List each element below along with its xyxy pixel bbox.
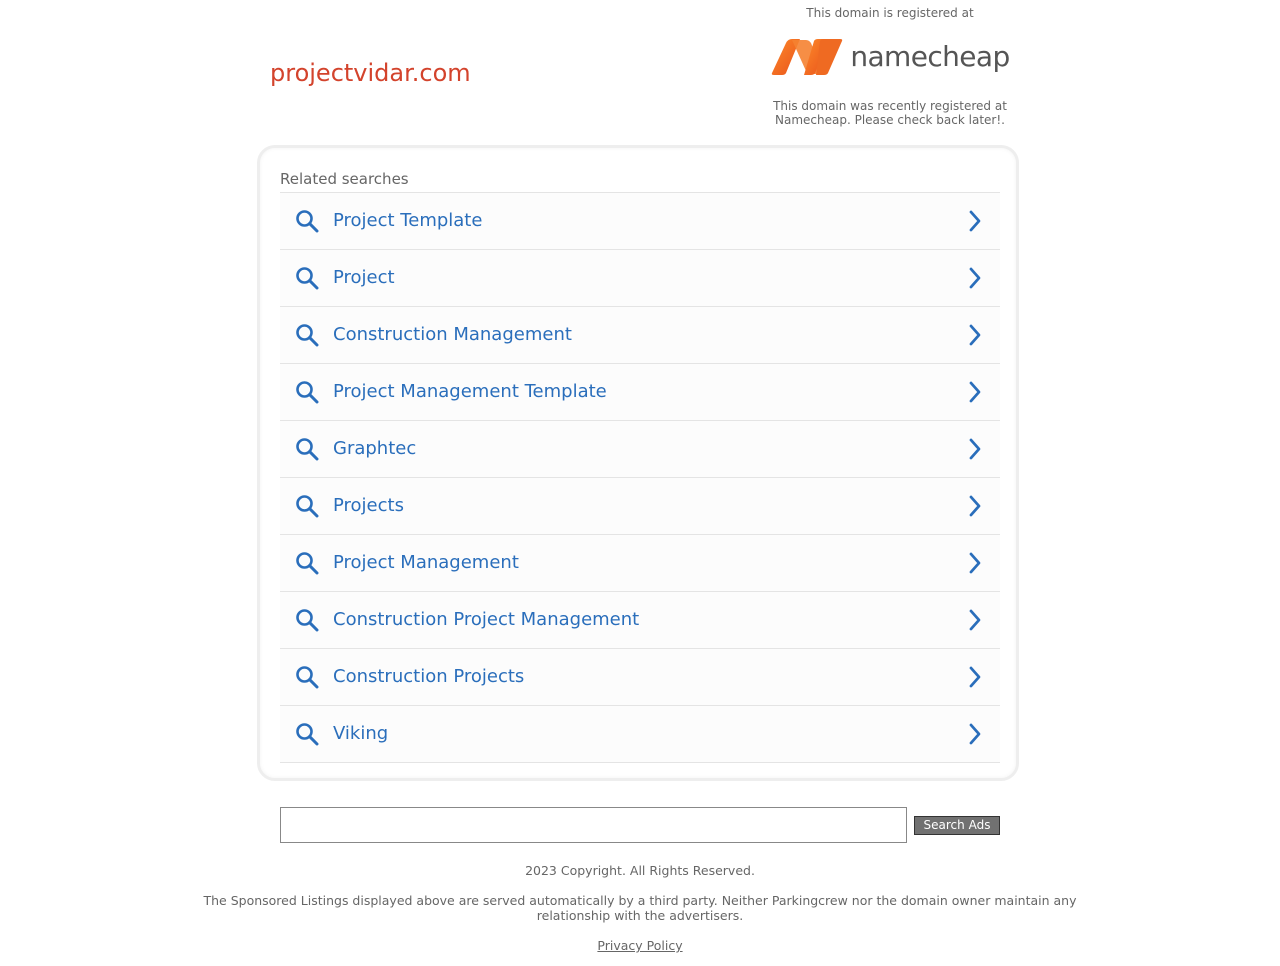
search-icon [295,380,319,404]
related-search-item[interactable] [280,649,1000,706]
privacy-policy-link[interactable]: Privacy Policy [597,938,683,953]
registrar-panel [760,5,1020,127]
related-search-label: Graphtec [333,438,417,459]
namecheap-logo[interactable] [760,29,1020,85]
related-searches-box [257,145,1019,781]
related-search-item[interactable] [280,592,1000,649]
related-search-item[interactable] [280,478,1000,535]
related-search-item[interactable] [280,307,1000,364]
related-searches-heading: Related searches [280,170,409,188]
chevron-right-icon [968,438,982,460]
chevron-right-icon [968,723,982,745]
search-icon [295,209,319,233]
related-search-item[interactable] [280,193,1000,250]
search-icon [295,722,319,746]
related-search-label: Project Management [333,552,519,573]
search-icon [295,551,319,575]
domain-title: projectvidar.com [270,59,471,87]
chevron-right-icon [968,552,982,574]
copyright-text: 2023 Copyright. All Rights Reserved. [525,863,755,878]
disclaimer-text: The Sponsored Listings displayed above are served automatically by a third party. Neither Parkingcrew nor the domain owner maintain any relationship with the advertisers. [203,893,1077,923]
related-search-item[interactable] [280,364,1000,421]
registrar-message: This domain was recently registered at Namecheap. Please check back later!. [773,99,1007,127]
related-search-label: Project [333,267,395,288]
related-search-label: Construction Projects [333,666,525,687]
search-icon [295,608,319,632]
related-search-item[interactable] [280,421,1000,478]
related-search-label: Projects [333,495,404,516]
registrar-intro: This domain is registered at [806,6,974,20]
chevron-right-icon [968,210,982,232]
related-search-label: Project Management Template [333,381,607,402]
search-icon [295,437,319,461]
related-search-item[interactable] [280,706,1000,763]
chevron-right-icon [968,324,982,346]
related-search-label: Construction Management [333,324,572,345]
search-icon [295,323,319,347]
search-form [280,807,1000,843]
namecheap-mark-icon [770,37,844,77]
namecheap-logo-text: namecheap [850,40,1010,73]
related-search-item[interactable] [280,250,1000,307]
search-icon [295,494,319,518]
related-searches-list [280,192,1000,763]
privacy-policy [180,938,1100,954]
search-ads-button[interactable]: Search Ads [914,816,1000,835]
related-search-label: Construction Project Management [333,609,640,630]
chevron-right-icon [968,666,982,688]
chevron-right-icon [968,267,982,289]
related-search-label: Viking [333,723,389,744]
chevron-right-icon [968,381,982,403]
search-icon [295,266,319,290]
related-search-label: Project Template [333,210,483,231]
chevron-right-icon [968,495,982,517]
search-icon [295,665,319,689]
related-search-item[interactable] [280,535,1000,592]
search-input[interactable] [280,807,907,843]
chevron-right-icon [968,609,982,631]
